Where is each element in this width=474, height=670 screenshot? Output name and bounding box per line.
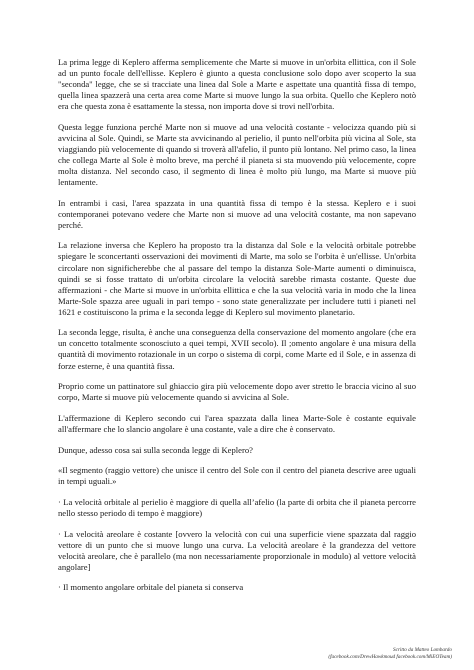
author-credit-name: Scritto da Matteo Lombardo [392, 647, 452, 653]
author-credit [328, 647, 452, 662]
bullet-momentum-conserved: · Il momento angolare orbitale del pianeta si conserva [58, 582, 244, 593]
bullet-perihelion-speed: · La velocità orbitale al perielio è maggiore di quella all’afelio (la parte di orbita che il pianeta percorre nello stesso periodo di tempo è maggiore) [58, 496, 416, 518]
paragraph-equal-areas: In entrambi i casi, l'area spazzata in una quantità fissa di tempo è la stessa. Keplero e i suoi contemporanei potevano vedere che Marte non si muove ad una velocità costante, ma non sapevano perché. [58, 197, 416, 230]
paragraph-angular-momentum: La seconda legge, risulta, è anche una conseguenza della conservazione del momento angolare (che era un concetto totalmente sconosciuto a quei tempi, XVII secolo). Il ;omento angolare è una misura della quantità di movimento rotazionale in un corpo o sistema di corpi, come Marte ed il Sole, e in assenza di forze esterne, è una quantità fissa. [58, 327, 416, 371]
paragraph-skater-analogy: Proprio come un pattinatore sul ghiaccio gira più velocemente dopo aver stretto le braccia vicino al suo corpo, Marte si muove più velocemente quando si avvicina al Sole. [58, 381, 416, 403]
paragraph-first-law: La prima legge di Keplero afferma semplicemente che Marte si muove in un'orbita ellittica, con il Sole ad un punto focale dell'ellisse. Keplero è giunto a questa conclusione solo dopo aver scoperto la sua "seconda" legge, che se si tracciate una linea dal Sole a Marte e aspettate una quantità fissa di tempo, quella linea spazzerà una certa area come Marte si muove lungo la sua orbita. Quello che Keplero notò era che questa zona è esattamente la stessa, non importa dove si trovi nell'orbita. [58, 57, 416, 112]
paragraph-law-quote: «Il segmento (raggio vettore) che unisce il centro del Sole con il centro del pianeta descrive aree uguali in tempi uguali.» [58, 465, 416, 487]
bullet-areolar-velocity: · La velocità areolare è costante [ovvero la velocità con cui una superficie viene spazzata dal raggio vettore di un punto che si muove lungo una curva. La velocità areolare è la grandezza del vettore velocità areolare, che è parallelo (ma non necessariamente proporzionale in modulo) al vettore velocità angolare] [58, 528, 416, 572]
paragraph-question: Dunque, adesso cosa sai sulla seconda legge di Keplero? [58, 444, 253, 455]
paragraph-speed-variation: Questa legge funziona perché Marte non si muove ad una velocità costante - velocizza quando più si avvicina al Sole. Quindi, se Marte sta avvicinando al perielio, il punto nell'orbita più vicina al Sole, sta viaggiando più velocemente di quando si troverà all'afelio, il punto più lontano. Nel primo caso, la linea che collega Marte al Sole è molto breve, ma perché il pianeta si sta muovendo più velocemente, copre molta distanza. Nel secondo caso, il segmento di linea è molto più lungo, ma Marte si muove più lentamente. [58, 121, 416, 188]
paragraph-inverse-relation: La relazione inversa che Keplero ha proposto tra la distanza dal Sole e la velocità orbitale potrebbe spiegare le sconcertanti osservazioni dei movimenti di Marte, ma solo se l'orbita è un'ellisse. Un'orbita circolare non significherebbe che al passare del tempo la distanza Sole-Marte aumenti o diminuisca, quindi se si fosse trattato di un'orbita circolare la velocità sarebbe rimasta costante. Queste due affermazioni - che Marte si muove in un'orbita ellittica e che la sua velocità varia in modo che la linea Marte-Sole spazza aree uguali in pari tempo - sono state generalizzate per includere tutti i pianeti nel 1621 e costituiscono la prima e la seconda legge di Keplero sul movimento planetario. [58, 240, 416, 317]
author-credit-links: (facebook.com/DrewHawkmoud facebook.com/MiEOTeam) [328, 654, 452, 661]
paragraph-conservation: L'affermazione di Keplero secondo cui l'area spazzata dalla linea Marte-Sole è costante equivale all'affermare che lo slancio angolare è una costante, vale a dire che è conservato. [58, 412, 416, 434]
